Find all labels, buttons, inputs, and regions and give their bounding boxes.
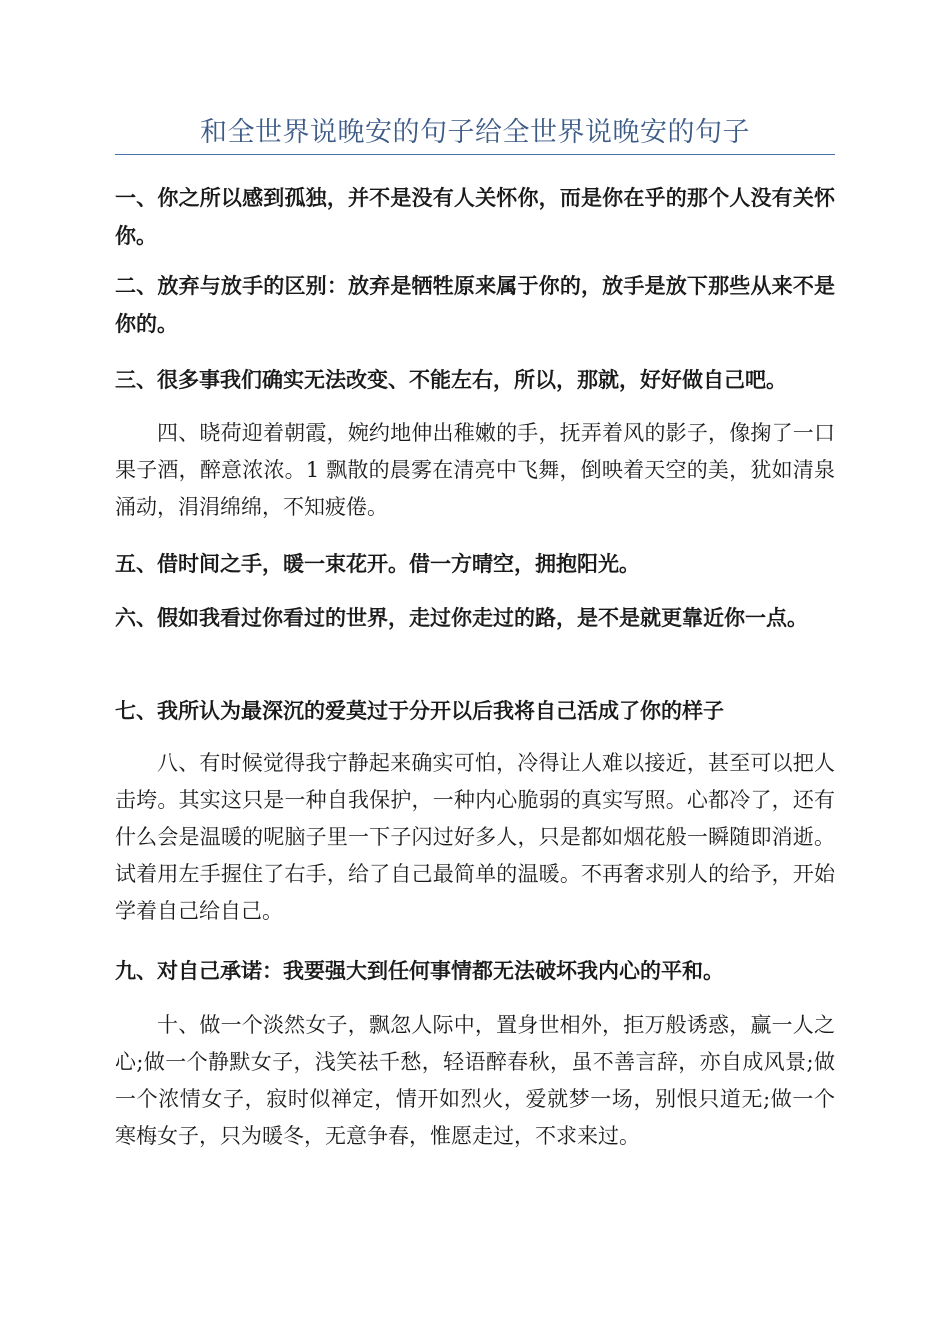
paragraph-8: 八、有时候觉得我宁静起来确实可怕，冷得让人难以接近，甚至可以把人击垮。其实这只是一种自我保护，一种内心脆弱的真实写照。心都冷了，还有什么会是温暖的呢脑子里一下子闪过好多人，只是都如烟花般一瞬随即消逝。试着用左手握住了右手，给了自己最简单的温暖。不再奢求别人的给予，开始学着自己给自己。 xyxy=(115,751,835,923)
paragraph-6: 六、假如我看过你看过的世界，走过你走过的路，是不是就更靠近你一点。 xyxy=(115,606,808,630)
paragraph-7: 七、我所认为最深沉的爱莫过于分开以后我将自己活成了你的样子 xyxy=(115,699,724,723)
paragraph-4: 四、晓荷迎着朝霞，婉约地伸出稚嫩的手，抚弄着风的影子，像掬了一口果子酒，醉意浓浓。1 飘散的晨雾在清亮中飞舞，倒映着天空的美，犹如清泉涌动，涓涓绵绵，不知疲倦。 xyxy=(115,421,835,519)
paragraph-10: 十、做一个淡然女子，飘忽人际中，置身世相外，拒万般诱惑，赢一人之心;做一个静默女子，浅笑祛千愁，轻语醉春秋，虽不善言辞，亦自成风景;做一个浓情女子，寂时似禅定，情开如烈火，爱就梦一场，别恨只道无;做一个寒梅女子，只为暖冬，无意争春，惟愿走过，不求来过。 xyxy=(115,1013,835,1148)
paragraph-2: 二、放弃与放手的区别：放弃是牺牲原来属于你的，放手是放下那些从来不是你的。 xyxy=(115,274,835,336)
document-title: 和全世界说晚安的句子给全世界说晚安的句子 xyxy=(200,117,750,148)
paragraph-9: 九、对自己承诺：我要强大到任何事情都无法破坏我内心的平和。 xyxy=(115,959,724,983)
title-underline xyxy=(115,154,835,155)
paragraph-1: 一、你之所以感到孤独，并不是没有人关怀你，而是你在乎的那个人没有关怀你。 xyxy=(115,186,835,248)
paragraph-3: 三、很多事我们确实无法改变、不能左右，所以，那就，好好做自己吧。 xyxy=(115,368,787,392)
paragraph-5: 五、借时间之手，暖一束花开。借一方晴空，拥抱阳光。 xyxy=(115,552,640,576)
